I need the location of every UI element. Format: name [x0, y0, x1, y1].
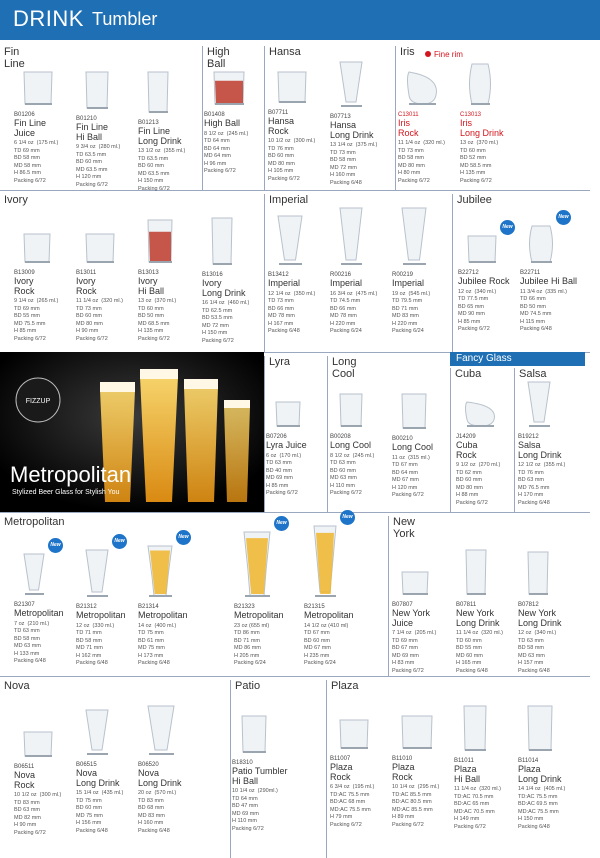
product-item: [232, 714, 296, 834]
product-name: Iris Rock: [398, 118, 419, 138]
product-code: B01206: [14, 112, 35, 118]
product-name: Nova Long Drink: [138, 768, 182, 788]
glass-image: [526, 704, 556, 752]
divider: [0, 190, 590, 191]
new-badge-icon: New: [274, 516, 289, 531]
glass-illustration: [146, 70, 172, 114]
product-item: [14, 70, 78, 190]
section-title: Cuba: [455, 368, 482, 380]
product-code: B21315: [304, 604, 325, 610]
metropolitan-banner: [0, 352, 264, 512]
product-name: Long Cool: [330, 440, 372, 450]
product-specs: 8 1/2 oz (245 ml.) TD 63 mm BD 60 mm MD 63 mm H 110 mm Packing 6/72: [330, 452, 375, 496]
product-specs: 14 1/4 oz (405 ml.) TD:AC 75.5 mm BD:AC 69.5 mm MD:AC 75.5 mm H 150 mm Packing 6/48: [518, 786, 566, 830]
product-code: B06520: [138, 762, 159, 768]
product-name: Fin Line Juice: [14, 118, 47, 138]
product-name: Nova Rock: [14, 770, 36, 790]
product-code: C13013: [460, 112, 482, 118]
product-item: [398, 70, 462, 190]
new-badge-icon: New: [500, 220, 515, 235]
product-specs: 12 oz (330 ml.) TD 71 mm BD 58 mm MD 71 mm H 162 mm Packing 6/48: [76, 622, 115, 666]
glass-image: [468, 62, 498, 106]
product-item: [330, 60, 394, 186]
product-name: Plaza Rock: [392, 762, 415, 782]
glass-image: [338, 392, 368, 428]
product-item: [76, 708, 140, 834]
section-title: Fin Line: [4, 46, 25, 70]
glass-illustration: [338, 60, 366, 108]
product-item: [268, 214, 332, 334]
product-code: B21307: [14, 602, 35, 608]
glass-image: [312, 524, 342, 598]
product-name: Imperial: [268, 278, 301, 288]
new-badge-icon: New: [176, 530, 191, 545]
product-specs: 12 oz (340 ml.) TD 77.5 mm BD 65 mm MD 90 mm H 85 mm Packing 6/72: [458, 288, 497, 332]
glass-image: [22, 552, 52, 596]
glass-illustration: [84, 232, 118, 264]
glass-image: [400, 206, 430, 266]
product-name: New York Long Drink: [518, 608, 562, 628]
product-name: Cuba Rock: [456, 440, 478, 460]
glass-illustration: [526, 380, 554, 428]
product-name: Plaza Rock: [330, 762, 353, 782]
product-name: Plaza Long Drink: [518, 764, 562, 784]
product-specs: 11 3/4 oz (335 ml.) TD 66 mm BD 50 mm MD 74.5 mm H 115 mm Packing 6/48: [520, 288, 567, 332]
product-name: Iris Long Drink: [460, 118, 504, 138]
product-code: B21323: [234, 604, 255, 610]
glass-image: [400, 570, 430, 596]
product-name: Long Cool: [392, 442, 434, 452]
product-code: B07811: [456, 602, 477, 608]
product-specs: 11 1/4 oz (320 ml.) TD 73 mm BD 60 mm MD 80 mm H 90 mm Packing 6/72: [76, 298, 123, 342]
fine-rim-label: Fine rim: [425, 50, 463, 59]
product-name: Hansa Long Drink: [330, 120, 374, 140]
fancy-glass-header: Fancy Glass: [450, 352, 585, 366]
product-name: Salsa Long Drink: [518, 440, 562, 460]
product-code: B06515: [76, 762, 97, 768]
product-item: [14, 232, 78, 352]
product-item: [518, 380, 582, 506]
glass-illustration: [210, 216, 236, 266]
product-name: Nova Long Drink: [76, 768, 120, 788]
product-name: Metropolitan: [14, 608, 64, 618]
product-code: B07711: [268, 110, 289, 116]
product-item: [268, 70, 332, 190]
glass-image: [400, 392, 430, 430]
product-name: Metropolitan: [138, 610, 188, 620]
section-title: Plaza: [331, 680, 359, 692]
glass-illustration: [276, 70, 310, 104]
section-title: Hansa: [269, 46, 301, 58]
product-name: Plaza Hi Ball: [454, 764, 481, 784]
product-code: B11007: [330, 756, 351, 762]
glass-illustration: [400, 714, 436, 750]
product-name: Imperial: [330, 278, 363, 288]
glass-image: [466, 234, 496, 264]
product-name: Patio Tumbler Hi Ball: [232, 766, 288, 786]
product-code: B22711: [520, 270, 541, 276]
product-specs: 7 oz (210 ml.) TD 63 mm BD 58 mm MD 63 mm H 133 mm Packing 6/48: [14, 620, 50, 664]
glass-image: [240, 714, 270, 754]
section-title: Lyra: [269, 356, 290, 368]
product-item: [14, 542, 78, 672]
glass-illustration: [276, 214, 306, 266]
glass-image: [462, 704, 492, 752]
glass-image: [338, 60, 368, 108]
product-code: B13013: [138, 270, 159, 276]
product-item: [138, 704, 202, 834]
section-title: High Ball: [207, 46, 230, 70]
new-badge-icon: New: [556, 210, 571, 225]
beer-glasses-image: [0, 352, 264, 512]
product-item: [304, 514, 368, 666]
product-code: B13011: [76, 270, 97, 276]
glass-image: [22, 232, 52, 264]
glass-illustration: [400, 570, 432, 596]
product-name: Metropolitan: [76, 610, 126, 620]
glass-image: [210, 216, 240, 266]
section-title: Iris: [400, 46, 415, 58]
product-specs: 10 1/4 oz (290ml.) TD 64 mm BD 47 mm MD 69 mm H 110 mm Packing 6/72: [232, 788, 278, 832]
product-specs: 11 1/4 oz (320 ml.) TD 60 mm BD 55 mm MD 60 mm H 165 mm Packing 6/48: [456, 630, 503, 674]
product-item: [392, 206, 456, 334]
glass-illustration: [464, 400, 498, 428]
glass-illustration: [146, 218, 176, 264]
product-code: B01210: [76, 116, 97, 122]
product-specs: 11 1/4 oz (320 ml.) TD 73 mm BD 58 mm MD 80 mm H 80 mm Packing 6/72: [398, 140, 445, 184]
product-specs: 12 1/4 oz (350 ml.) TD 73 mm BD 66 mm MD 78 mm H 167 mm Packing 6/48: [268, 290, 316, 334]
product-item: [458, 224, 522, 354]
product-code: B07812: [518, 602, 539, 608]
product-code: B13412: [268, 272, 289, 278]
glass-image: [22, 70, 52, 106]
product-item: [138, 70, 202, 190]
product-code: B18310: [232, 760, 253, 766]
product-specs: 9 1/2 oz (270 ml.) TD 62 mm BD 60 mm MD 80 mm H 88 mm Packing 6/72: [456, 462, 501, 506]
product-code: B13009: [14, 270, 35, 276]
section-title: Patio: [235, 680, 261, 692]
glass-illustration: [84, 708, 112, 756]
product-item: [518, 704, 582, 830]
product-specs: 7 1/4 oz (205 ml.) TD 69 mm BD 67 mm MD 69 mm H 83 mm Packing 6/72: [392, 630, 437, 674]
product-specs: 6 3/4 oz (195 ml.) TD:AC 75.5 mm BD:AC 68 mm MD:AC 75.5 mm H 79 mm Packing 6/72: [330, 784, 375, 828]
glass-image: [464, 548, 494, 596]
product-name: New York Long Drink: [456, 608, 500, 628]
product-item: [520, 214, 584, 344]
product-specs: 15 1/4 oz (435 ml.) TD 75 mm BD 60 mm MD 75 mm H 156 mm Packing 6/48: [76, 790, 124, 834]
banner-title: Metropolitan: [10, 462, 132, 487]
glass-image: [84, 70, 114, 110]
product-code: B01213: [138, 120, 159, 126]
product-specs: 8 1/2 oz (245 ml.) TD 64 mm BD 64 mm MD 64 mm H 96 mm Packing 6/72: [204, 130, 249, 174]
glass-illustration: [526, 704, 556, 752]
new-badge-icon: New: [48, 538, 63, 553]
product-item: [138, 218, 202, 342]
product-name: Jubilee Hi Ball: [520, 276, 578, 286]
product-code: B07713: [330, 114, 351, 120]
glass-illustration: [212, 70, 248, 106]
product-specs: 10 1/2 oz (300 ml.) TD 76 mm BD 60 mm MD 80 mm H 105 mm Packing 6/72: [268, 138, 316, 182]
glass-illustration: [406, 70, 440, 106]
glass-illustration: [338, 718, 372, 750]
product-item: [76, 538, 140, 668]
product-specs: 16 1/4 oz (460 ml.) TD 62.5 mm BD 53.5 mm MD 72 mm H 150 mm Packing 6/72: [202, 300, 250, 344]
product-item: [204, 70, 268, 190]
glass-illustration: [22, 730, 56, 758]
product-name: Hansa Rock: [268, 116, 295, 136]
product-code: J14209: [456, 434, 476, 440]
product-specs: 13 1/4 oz (375 ml.) TD 73 mm BD 58 mm MD 72 mm H 160 mm Packing 6/48: [330, 142, 378, 186]
glass-illustration: [526, 550, 552, 596]
page-title: DRINK: [13, 6, 84, 31]
product-item: [456, 400, 520, 520]
glass-illustration: [22, 70, 56, 106]
glass-illustration: [462, 704, 490, 752]
glass-image: [146, 218, 176, 264]
product-code: C13011: [398, 112, 419, 118]
glass-illustration: [240, 714, 270, 754]
glass-image: [84, 232, 114, 264]
product-specs: 11 oz (315 ml.) TD 67 mm BD 64 mm MD 67 mm H 120 mm Packing 6/72: [392, 454, 430, 498]
product-code: R00219: [392, 272, 414, 278]
product-specs: 9 3/4 oz (280 ml.) TD 63.5 mm BD 60 mm MD 63.5 mm H 120 mm Packing 6/72: [76, 144, 121, 188]
product-name: Fin Line Hi Ball: [76, 122, 109, 142]
product-name: Ivory Hi Ball: [138, 276, 165, 296]
product-code: R00216: [330, 272, 352, 278]
glass-image: [464, 400, 494, 428]
product-item: [518, 550, 582, 674]
glass-illustration: [466, 234, 500, 264]
glass-illustration: [468, 62, 494, 106]
product-name: Ivory Rock: [14, 276, 35, 296]
glass-image: [526, 380, 556, 428]
product-name: High Ball: [204, 118, 241, 128]
product-item: [202, 216, 266, 344]
glass-illustration: [464, 548, 490, 596]
product-code: B01408: [204, 112, 225, 118]
glass-image: [406, 70, 436, 106]
product-item: [330, 718, 394, 838]
section-title: Metropolitan: [4, 516, 65, 528]
glass-image: [276, 214, 306, 266]
product-name: Jubilee Rock: [458, 276, 510, 286]
product-name: Fin Line Long Drink: [138, 126, 182, 146]
product-code: B11014: [518, 758, 539, 764]
product-code: B00210: [392, 436, 413, 442]
product-specs: 12 oz (340 ml.) TD 63 mm BD 58 mm MD 63 mm H 157 mm Packing 6/48: [518, 630, 557, 674]
product-name: Lyra Juice: [266, 440, 307, 450]
section-title: Imperial: [269, 194, 309, 206]
product-specs: 9 1/4 oz (265 ml.) TD 69 mm BD 55 mm MD 75.5 mm H 85 mm Packing 6/72: [14, 298, 59, 342]
product-code: B19212: [518, 434, 539, 440]
product-item: [330, 206, 394, 334]
glass-image: [276, 70, 306, 104]
glass-image: [84, 708, 114, 756]
product-specs: 13 oz (370 ml.) TD 60 mm BD 52 mm MD 58.5 mm H 135 mm Packing 6/72: [460, 140, 499, 184]
glass-illustration: [146, 544, 176, 598]
product-specs: 6 oz (170 ml.) TD 63 mm BD 40 mm MD 69 mm H 85 mm Packing 6/72: [266, 452, 302, 496]
glass-illustration: [22, 232, 54, 264]
product-specs: 13 oz (370 ml.) TD 60 mm BD 50 mm MD 68.5 mm H 135 mm Packing 6/72: [138, 298, 177, 342]
glass-image: [146, 70, 176, 114]
glass-image: [146, 704, 176, 756]
glass-image: [22, 730, 52, 758]
product-item: [392, 714, 456, 834]
product-specs: 23 oz (655 ml) TD 86 mm BD 71 mm MD 86 mm H 205 mm Packing 6/24: [234, 622, 270, 666]
product-item: [76, 70, 140, 190]
section-title: Jubilee: [457, 194, 492, 206]
product-code: B21314: [138, 604, 159, 610]
product-item: [138, 534, 202, 666]
glass-image: [400, 714, 430, 750]
product-item: [76, 232, 140, 352]
glass-image: [84, 548, 114, 598]
product-code: B07206: [266, 434, 287, 440]
product-code: B07807: [392, 602, 413, 608]
glass-illustration: [274, 400, 304, 428]
product-item: [456, 548, 520, 674]
product-name: New York Juice: [392, 608, 431, 628]
product-specs: 19 oz (545 ml.) TD 79.5 mm BD 71 mm MD 83 mm H 220 mm Packing 6/24: [392, 290, 431, 334]
product-code: B22712: [458, 270, 479, 276]
product-name: Metropolitan: [304, 610, 354, 620]
page-header: [0, 0, 600, 40]
glass-illustration: [312, 524, 340, 598]
glass-illustration: [338, 206, 366, 266]
glass-image: [212, 70, 242, 106]
glass-image: [274, 400, 304, 428]
product-code: B11010: [392, 756, 413, 762]
product-code: B00208: [330, 434, 351, 440]
glass-illustration: [400, 392, 430, 430]
product-item: [234, 520, 298, 666]
section-title: Nova: [4, 680, 30, 692]
fizzup-logo: FIZZUP: [25, 398, 51, 405]
product-code: B21312: [76, 604, 97, 610]
product-specs: 14 oz (400 ml.) TD 75 mm BD 61 mm MD 75 mm H 173 mm Packing 6/48: [138, 622, 177, 666]
glass-illustration: [146, 704, 178, 756]
product-item: [392, 392, 456, 512]
new-badge-icon: New: [340, 510, 355, 525]
divider: [0, 676, 590, 677]
product-item: [330, 392, 394, 512]
glass-image: [528, 224, 558, 264]
product-item: [460, 62, 524, 182]
product-item: [392, 570, 456, 690]
product-name: Ivory Long Drink: [202, 278, 246, 298]
product-code: B11011: [454, 758, 474, 764]
product-name: Imperial: [392, 278, 425, 288]
glass-image: [526, 550, 556, 596]
glass-illustration: [242, 530, 274, 598]
red-dot-icon: [425, 51, 431, 57]
product-specs: 20 oz (570 ml.) TD 83 mm BD 68 mm MD 83 mm H 160 mm Packing 6/48: [138, 790, 177, 834]
product-specs: 14 1/2 oz (410 ml) TD 67 mm BD 60 mm MD 67 mm H 235 mm Packing 6/24: [304, 622, 349, 666]
product-specs: 12 1/2 oz (355 ml.) TD 76 mm BD 63 mm MD 76.5 mm H 170 mm Packing 6/48: [518, 462, 566, 506]
product-name: Ivory Rock: [76, 276, 97, 296]
product-specs: 11 1/4 oz (320 ml.) TD:AC 70.5 mm BD:AC 65 mm MD:AC 70.5 mm H 149 mm Packing 6/72: [454, 786, 501, 830]
section-title: Long Cool: [332, 356, 357, 380]
glass-image: [338, 718, 368, 750]
product-specs: 10 1/4 oz (295 ml.) TD:AC 85.5 mm BD:AC 80.5 mm MD:AC 85.5 mm H 89 mm Packing 6/72: [392, 784, 440, 828]
product-item: [454, 704, 518, 830]
section-title: New York: [393, 516, 416, 540]
product-item: [266, 400, 330, 520]
glass-illustration: [84, 70, 112, 110]
section-title: Salsa: [519, 368, 547, 380]
glass-image: [146, 544, 176, 598]
glass-illustration: [84, 548, 112, 598]
new-badge-icon: New: [112, 534, 127, 549]
glass-image: [338, 206, 368, 266]
section-title: Ivory: [4, 194, 28, 206]
product-specs: 16 3/4 oz (475 ml.) TD 74.5 mm BD 66 mm MD 78 mm H 220 mm Packing 6/24: [330, 290, 378, 334]
glass-image: [242, 530, 272, 598]
glass-illustration: [22, 552, 48, 596]
product-specs: 10 1/2 oz (300 ml.) TD 83 mm BD 63 mm MD 82 mm H 90 mm Packing 6/72: [14, 792, 62, 836]
product-item: [14, 730, 78, 850]
product-specs: 6 1/4 oz (175 ml.) TD 69 mm BD 58 mm MD 58 mm H 86.5 mm Packing 6/72: [14, 140, 59, 184]
product-code: B06511: [14, 764, 35, 770]
page-subtitle: Tumbler: [92, 9, 158, 29]
product-code: B13016: [202, 272, 223, 278]
glass-illustration: [400, 206, 430, 266]
banner-subtitle: Stylized Beer Glass for Stylish You: [12, 489, 120, 496]
glass-illustration: [528, 224, 556, 264]
product-specs: 13 1/2 oz (355 ml.) TD 63.5 mm BD 60 mm MD 63.5 mm H 150 mm Packing 6/72: [138, 148, 186, 192]
product-name: Metropolitan: [234, 610, 284, 620]
glass-illustration: [338, 392, 366, 428]
